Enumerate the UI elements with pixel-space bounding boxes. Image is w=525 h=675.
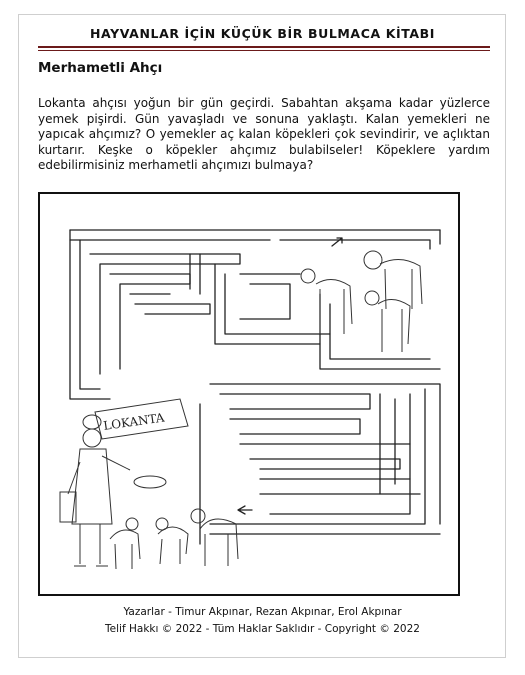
maze-wall — [215, 264, 320, 344]
lokanta-sign — [95, 399, 188, 439]
puzzle-title: Merhametli Ahçı — [38, 60, 163, 76]
maze-wall — [210, 384, 440, 524]
maze-wall — [230, 419, 360, 434]
header-rule-thin — [38, 50, 490, 51]
book-title: HAYVANLAR İÇİN KÜÇÜK BİR BULMACA KİTABI — [89, 26, 436, 41]
maze-wall — [70, 230, 110, 399]
maze-wall — [220, 394, 370, 409]
maze-wall — [270, 394, 410, 514]
maze-wall — [80, 240, 100, 389]
footer-copyright: Telif Hakkı © 2022 - Tüm Haklar Saklıdır - Copyright © 2022 — [105, 623, 420, 635]
dog-group-top-right — [301, 251, 422, 352]
maze-drawing — [40, 194, 458, 594]
entry-arrow — [238, 506, 252, 514]
puzzle-intro-text: Lokanta ahçısı yoğun bir gün geçirdi. Sabahtan akşama kadar yüzlerce yemek pişirdi. Gün yavaşladı ve sonuna yaklaştı. Kalan yemekleri ne yapıcak ahçımız? O yemekler aç kalan köpekleri çok sevindirir, ve açlıktan kurtarır. Keşke o köpekler ahçımız bulabilseler! Köpeklere yardım edebilirmisiniz merhametli ahçımızı bulmaya? — [38, 96, 490, 173]
exit-arrow — [332, 238, 342, 246]
dog-group-bottom — [110, 509, 238, 569]
maze-wall — [250, 459, 400, 469]
maze-wall — [225, 274, 330, 334]
maze-wall — [240, 284, 290, 319]
footer-authors: Yazarlar - Timur Akpınar, Rezan Akpınar, Erol Akpınar — [123, 606, 402, 618]
lokanta-sign-text: LOKANTA — [102, 410, 166, 433]
header-rule-thick — [38, 46, 490, 48]
maze-illustration — [38, 192, 460, 596]
maze-wall — [110, 274, 190, 369]
maze-wall — [135, 304, 210, 314]
maze-wall — [280, 240, 430, 249]
maze-wall — [320, 294, 440, 369]
maze-wall — [330, 304, 430, 359]
